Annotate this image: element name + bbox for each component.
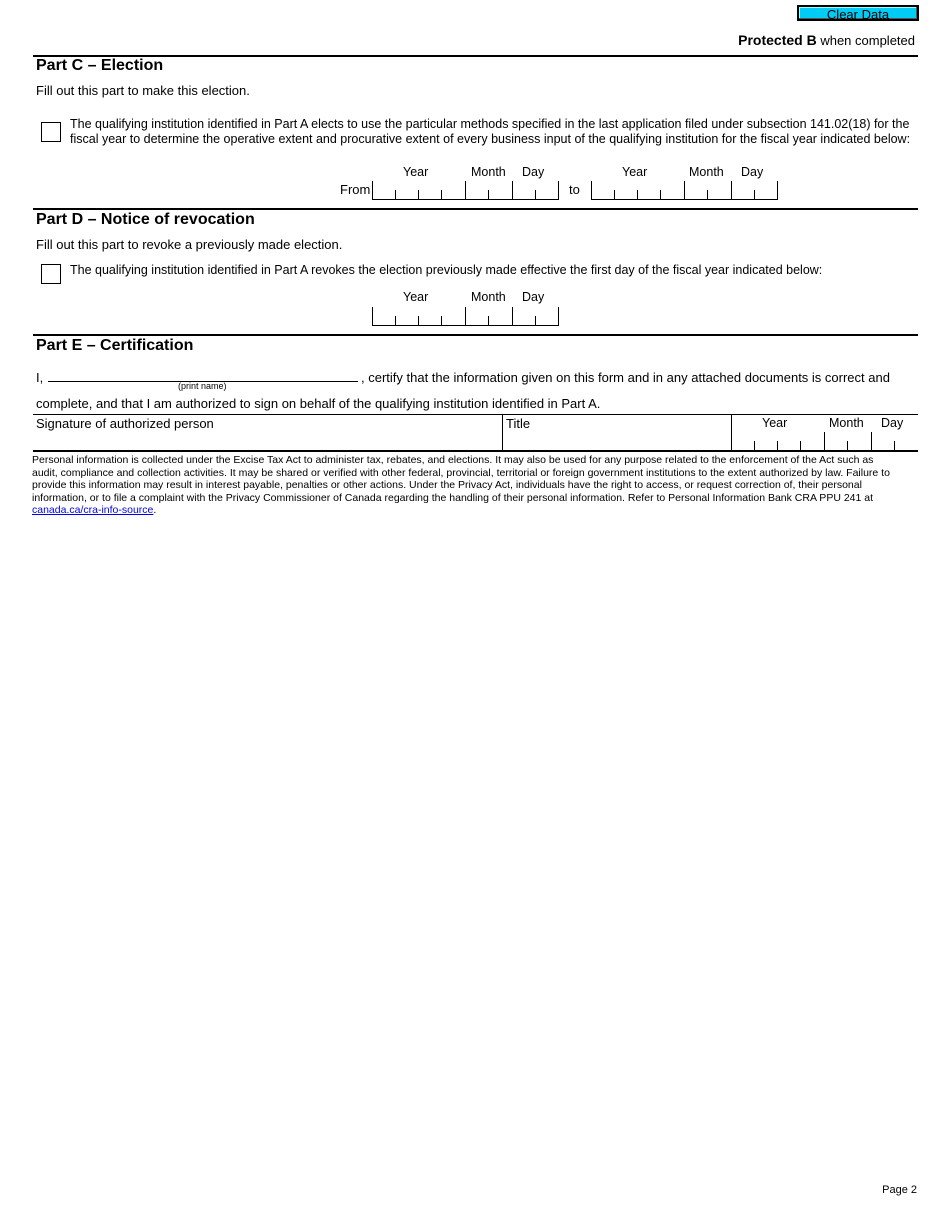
part-d-day-label: Day — [522, 290, 545, 304]
part-d-date-field[interactable] — [372, 307, 559, 326]
privacy-text: Personal information is collected under the Excise Tax Act to administer tax, rebates, and elections. It may also be used for any purpose related to the enforcement of the Act such as audit, compliance and collection activities. It may be shared or verified with other federal, provincial, territorial or foreign government institutions to the extent authorized by law. Failure to provide this information may result in interest payable, penalties or other actions. Under the Privacy Act, individuals have the right to access, or request correction of, their personal information, or to file a complaint with the Privacy Commissioner of Canada regarding the handling of their personal information. Refer to Personal Information Bank CRA PPU 241 at — [32, 454, 890, 504]
part-c-divider — [33, 55, 918, 57]
signature-title-divider — [502, 414, 503, 451]
part-c-from-day-label: Day — [522, 165, 545, 179]
print-name-caption: (print name) — [178, 381, 227, 391]
page-number: Page 2 — [882, 1184, 917, 1196]
part-d-intro: Fill out this part to revoke a previously made election. — [36, 237, 343, 252]
part-c-from-month-label: Month — [471, 165, 506, 179]
certify-i-label: I, — [36, 370, 44, 385]
signature-date-field[interactable] — [731, 432, 918, 450]
signature-label: Signature of authorized person — [36, 416, 214, 431]
signature-month-label: Month — [829, 416, 864, 430]
part-d-month-label: Month — [471, 290, 506, 304]
signature-year-label: Year — [762, 416, 788, 430]
part-c-title: Part C – Election — [36, 57, 164, 74]
part-c-to-label: to — [569, 182, 580, 197]
part-c-to-date-field[interactable] — [591, 181, 778, 200]
privacy-statement — [32, 454, 892, 517]
privacy-end: . — [153, 504, 157, 516]
signature-row-top-border — [33, 414, 918, 415]
signature-field[interactable] — [34, 430, 501, 450]
part-e-divider — [33, 334, 918, 336]
protected-b-suffix: when completed — [820, 33, 915, 48]
protected-b-label: Protected B — [738, 32, 817, 48]
part-d-divider — [33, 208, 918, 210]
part-c-to-year-label: Year — [622, 165, 648, 179]
title-field[interactable] — [504, 430, 730, 450]
part-e-title: Part E – Certification — [36, 337, 194, 354]
part-c-from-label: From — [340, 182, 371, 197]
protected-b-notice — [738, 32, 915, 48]
signature-row-bottom-border — [33, 450, 918, 452]
certify-text: , certify that the information given on this form and in any attached documents is correct and — [361, 370, 890, 385]
part-c-from-year-label: Year — [403, 165, 429, 179]
part-c-to-month-label: Month — [689, 165, 724, 179]
part-c-to-day-label: Day — [741, 165, 764, 179]
clear-data-button[interactable]: Clear Data — [797, 5, 919, 21]
part-d-revocation-text: The qualifying institution identified in Part A revokes the election previously made effective the first day of the fiscal year indicated below: — [70, 263, 823, 277]
cra-info-source-link[interactable]: canada.ca/cra-info-source — [32, 504, 154, 516]
part-d-title: Part D – Notice of revocation — [36, 211, 255, 228]
signature-day-label: Day — [881, 416, 904, 430]
certify-complete-text: complete, and that I am authorized to sign on behalf of the qualifying institution identified in Part A. — [36, 396, 601, 411]
title-label: Title — [506, 416, 531, 431]
part-c-election-checkbox[interactable] — [41, 122, 61, 142]
part-c-from-date-field[interactable] — [372, 181, 559, 200]
part-d-year-label: Year — [403, 290, 429, 304]
part-c-intro: Fill out this part to make this election. — [36, 83, 250, 98]
part-d-revocation-checkbox[interactable] — [41, 264, 61, 284]
part-c-election-text: The qualifying institution identified in Part A elects to use the particular methods specified in the last application filed under subsection 141.02(18) for the fiscal year to determine the operative extent and procurative extent of every business input of the qualifying institution for the fiscal year indicated below: — [70, 117, 911, 146]
